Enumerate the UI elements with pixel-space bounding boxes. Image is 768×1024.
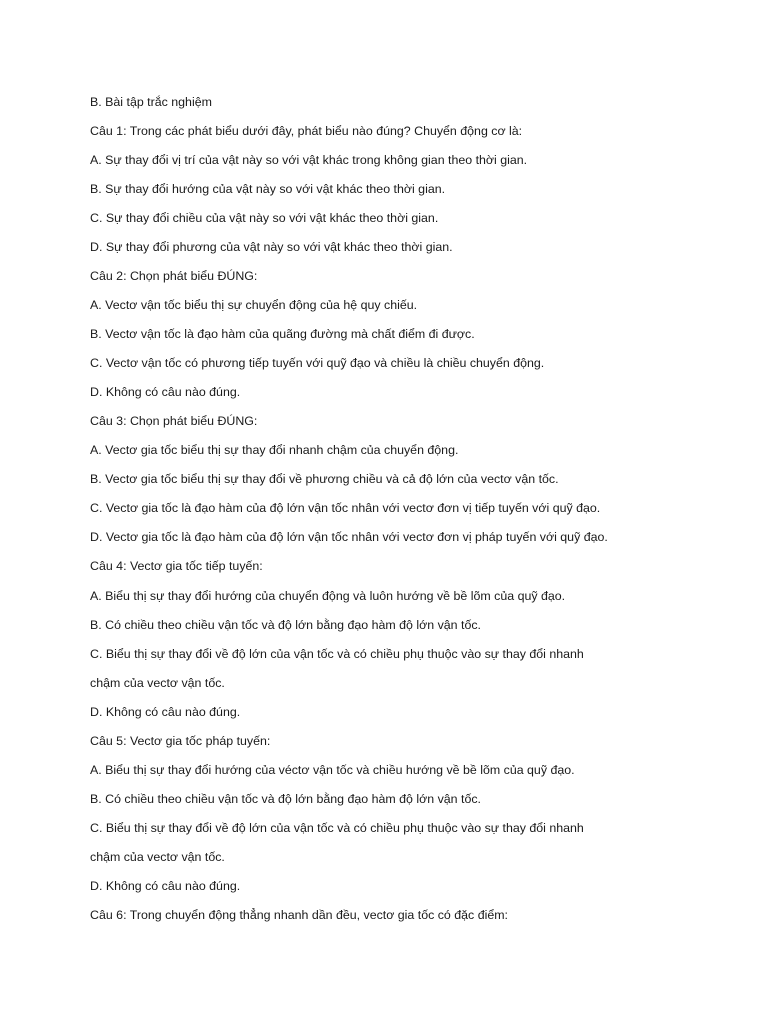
question-5-option-d: D. Không có câu nào đúng. (90, 879, 241, 893)
question-4-option-b: B. Có chiều theo chiều vận tốc và độ lớn bằng đạo hàm độ lớn vận tốc. (90, 618, 481, 632)
question-2-option-c: C. Vectơ vận tốc có phương tiếp tuyến với quỹ đạo và chiều là chiều chuyển động. (90, 356, 545, 370)
question-3: Câu 3: Chọn phát biểu ĐÚNG: (90, 414, 258, 428)
question-1-option-a: A. Sự thay đổi vị trí của vật này so với vật khác trong không gian theo thời gian. (90, 153, 528, 167)
question-1-option-c: C. Sự thay đổi chiều của vật này so với vật khác theo thời gian. (90, 211, 439, 225)
question-3-option-a: A. Vectơ gia tốc biểu thị sự thay đổi nhanh chậm của chuyển động. (90, 443, 459, 457)
question-3-option-b: B. Vectơ gia tốc biểu thị sự thay đổi về phương chiều và cả độ lớn của vectơ vận tốc. (90, 472, 559, 486)
question-4: Câu 4: Vectơ gia tốc tiếp tuyến: (90, 559, 263, 573)
question-3-option-d: D. Vectơ gia tốc là đạo hàm của độ lớn vận tốc nhân với vectơ đơn vị pháp tuyến với quỹ đạo. (90, 530, 608, 544)
question-1: Câu 1: Trong các phát biểu dưới đây, phát biểu nào đúng? Chuyển động cơ là: (90, 124, 523, 138)
question-4-option-c-cont: chậm của vectơ vận tốc. (90, 676, 225, 690)
question-5-option-c: C. Biểu thị sự thay đổi về độ lớn của vận tốc và có chiều phụ thuộc vào sự thay đổi nhanh (90, 821, 584, 835)
question-2-option-a: A. Vectơ vận tốc biểu thị sự chuyển động của hệ quy chiếu. (90, 298, 418, 312)
question-4-option-a: A. Biểu thị sự thay đổi hướng của chuyển động và luôn hướng về bề lõm của quỹ đạo. (90, 589, 566, 603)
section-heading: B. Bài tập trắc nghiệm (90, 95, 212, 109)
question-2-option-d: D. Không có câu nào đúng. (90, 385, 241, 399)
question-3-option-c: C. Vectơ gia tốc là đạo hàm của độ lớn vận tốc nhân với vectơ đơn vị tiếp tuyến với quỹ đạo. (90, 501, 601, 515)
question-1-option-b: B. Sự thay đổi hướng của vật này so với vật khác theo thời gian. (90, 182, 446, 196)
question-5-option-a: A. Biểu thị sự thay đổi hướng của véctơ vận tốc và chiều hướng về bề lõm của quỹ đạo. (90, 763, 575, 777)
question-4-option-d: D. Không có câu nào đúng. (90, 705, 241, 719)
question-1-option-d: D. Sự thay đổi phương của vật này so với vật khác theo thời gian. (90, 240, 453, 254)
question-5: Câu 5: Vectơ gia tốc pháp tuyến: (90, 734, 271, 748)
question-5-option-c-cont: chậm của vectơ vận tốc. (90, 850, 225, 864)
question-6: Câu 6: Trong chuyển động thẳng nhanh dần đều, vectơ gia tốc có đặc điểm: (90, 908, 508, 922)
question-2: Câu 2: Chọn phát biểu ĐÚNG: (90, 269, 258, 283)
question-5-option-b: B. Có chiều theo chiều vận tốc và độ lớn bằng đạo hàm độ lớn vận tốc. (90, 792, 481, 806)
question-2-option-b: B. Vectơ vận tốc là đạo hàm của quãng đường mà chất điểm đi được. (90, 327, 475, 341)
question-4-option-c: C. Biểu thị sự thay đổi về độ lớn của vận tốc và có chiều phụ thuộc vào sự thay đổi nhanh (90, 647, 584, 661)
